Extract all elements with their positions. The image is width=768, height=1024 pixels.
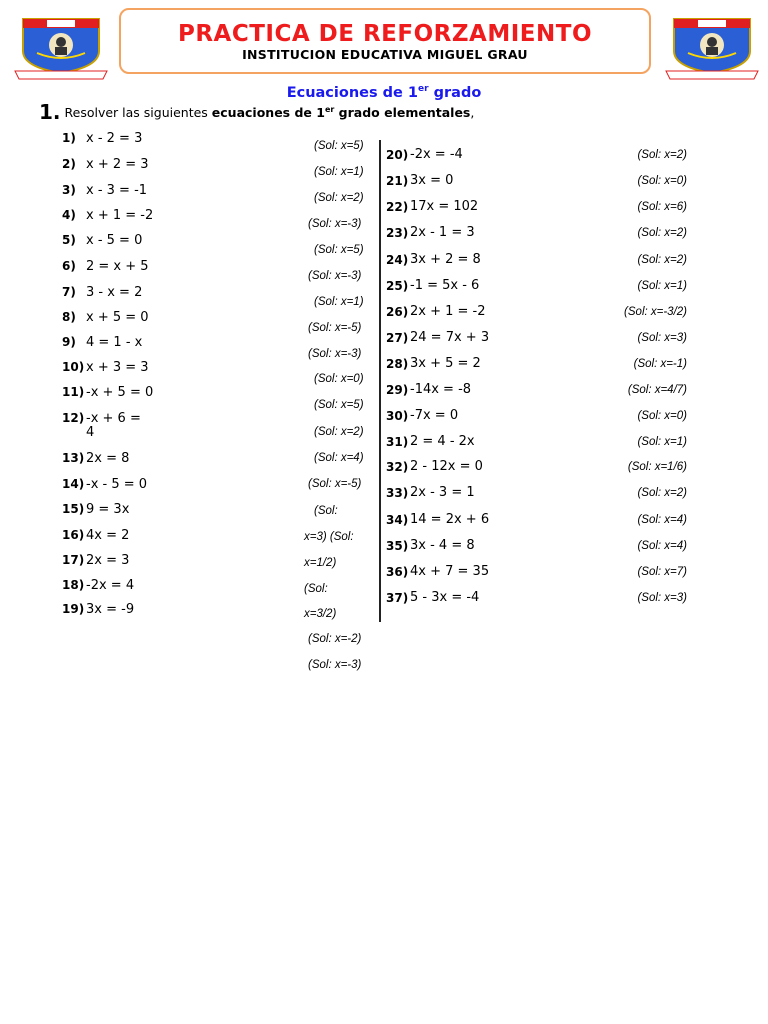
exercise-equation: 3 - x = 2	[86, 285, 143, 300]
instruction-bold: ecuaciones de 1	[211, 105, 325, 120]
exercise-number: 20)	[386, 148, 409, 162]
solution-hint: (Sol: x=-3)	[308, 270, 362, 282]
question-number: 1.	[39, 100, 61, 124]
exercise-number: 11)	[62, 385, 85, 399]
exercise-number: 22)	[386, 200, 409, 214]
solution-hint: (Sol: x=4/7)	[627, 384, 687, 396]
solution-hint: (Sol: x=-5)	[308, 322, 362, 334]
exercise-equation: 2x + 1 = -2	[410, 304, 486, 319]
solution-hint: (Sol: x=1/6)	[627, 461, 687, 473]
exercise-number: 35)	[386, 539, 409, 553]
exercise-number: 31)	[386, 435, 409, 449]
solution-hint: (Sol: x=5)	[314, 244, 364, 256]
solution-hint: (Sol: x=2)	[314, 426, 364, 438]
exercise-number: 28)	[386, 357, 409, 371]
exercise-equation: 4 = 1 - x	[86, 335, 143, 350]
solution-hint: (Sol: x=0)	[637, 175, 687, 187]
exercise-number: 8)	[62, 310, 76, 324]
exercise-number: 3)	[62, 183, 76, 197]
exercise-equation: -7x = 0	[410, 408, 459, 423]
exercise-equation: 2x - 3 = 1	[410, 485, 475, 500]
solution-hint: (Sol: x=-3/2)	[624, 306, 687, 318]
exercise-equation: -1 = 5x - 6	[410, 278, 480, 293]
exercise-number: 30)	[386, 409, 409, 423]
school-crest-right-icon	[664, 15, 760, 81]
instruction-sup: er	[324, 104, 335, 114]
exercise-equation: 2 = 4 - 2x	[410, 434, 475, 449]
school-name: INSTITUCION EDUCATIVA MIGUEL GRAU	[242, 47, 528, 62]
exercise-number: 7)	[62, 285, 76, 299]
solution-hint: (Sol: x=2)	[637, 149, 687, 161]
section-title-text: Ecuaciones de 1	[286, 84, 419, 101]
solution-hint: (Sol: x=5)	[314, 399, 364, 411]
solution-hint: (Sol: x=1)	[637, 436, 687, 448]
solution-hint: (Sol: x=-1)	[633, 358, 687, 370]
solution-hint: (Sol:	[304, 583, 328, 595]
exercise-number: 26)	[386, 305, 409, 319]
exercise-equation: 2x = 3	[86, 553, 130, 568]
solution-hint: (Sol: x=3)	[637, 332, 687, 344]
solution-hint: (Sol: x=1)	[637, 280, 687, 292]
exercise-number: 21)	[386, 174, 409, 188]
exercise-number: 37)	[386, 591, 409, 605]
solution-hint: (Sol: x=4)	[314, 452, 364, 464]
exercise-equation: x + 1 = -2	[86, 208, 154, 223]
exercise-equation: 3x + 5 = 2	[410, 356, 481, 371]
exercise-equation: 4x = 2	[86, 528, 130, 543]
exercise-equation: 24 = 7x + 3	[410, 330, 490, 345]
exercise-number: 16)	[62, 528, 85, 542]
exercise-number: 34)	[386, 513, 409, 527]
exercise-equation: x + 5 = 0	[86, 310, 149, 325]
exercise-equation: -2x = -4	[410, 147, 463, 162]
exercise-equation: 3x = 0	[410, 173, 454, 188]
exercise-number: 36)	[386, 565, 409, 579]
exercise-equation: x - 2 = 3	[86, 131, 143, 146]
solution-hint: x=3) (Sol:	[304, 531, 354, 543]
exercise-number: 5)	[62, 233, 76, 247]
section-title-sup: er	[418, 84, 429, 94]
exercise-equation-continuation: 4	[86, 425, 95, 440]
instruction	[39, 100, 474, 124]
exercise-number: 29)	[386, 383, 409, 397]
exercise-equation: 2x - 1 = 3	[410, 225, 475, 240]
exercise-number: 1)	[62, 131, 76, 145]
exercise-equation: 4x + 7 = 35	[410, 564, 490, 579]
solution-hint: (Sol: x=2)	[637, 227, 687, 239]
exercise-equation: 14 = 2x + 6	[410, 512, 490, 527]
exercise-number: 9)	[62, 335, 76, 349]
exercise-equation: 9 = 3x	[86, 502, 130, 517]
exercise-equation: 3x = -9	[86, 602, 135, 617]
exercise-number: 32)	[386, 460, 409, 474]
exercise-equation: 3x + 2 = 8	[410, 252, 481, 267]
solution-hint: (Sol: x=1)	[314, 166, 364, 178]
solution-hint: (Sol: x=-3)	[308, 348, 362, 360]
exercise-equation: x + 3 = 3	[86, 360, 149, 375]
exercise-number: 25)	[386, 279, 409, 293]
exercise-number: 6)	[62, 259, 76, 273]
solution-hint: (Sol: x=4)	[637, 514, 687, 526]
solution-hint: (Sol: x=0)	[314, 373, 364, 385]
solution-hint: (Sol: x=-5)	[308, 478, 362, 490]
solution-hint: x=3/2)	[304, 608, 337, 620]
solution-hint: (Sol: x=5)	[314, 140, 364, 152]
solution-hint: x=1/2)	[304, 557, 337, 569]
exercise-equation: 5 - 3x = -4	[410, 590, 480, 605]
exercise-number: 4)	[62, 208, 76, 222]
exercise-number: 17)	[62, 553, 85, 567]
instruction-bold2: grado elementales	[334, 105, 471, 120]
section-title-suffix: grado	[428, 84, 482, 101]
solution-hint: (Sol: x=1)	[314, 296, 364, 308]
exercise-number: 13)	[62, 451, 85, 465]
exercise-number: 15)	[62, 502, 85, 516]
page-title: PRACTICA DE REFORZAMIENTO	[177, 21, 592, 47]
exercise-equation: x - 5 = 0	[86, 233, 143, 248]
exercise-equation: 2x = 8	[86, 451, 130, 466]
solution-hint: (Sol:	[314, 505, 338, 517]
solution-hint: (Sol: x=6)	[637, 201, 687, 213]
solution-hint: (Sol: x=-3)	[308, 659, 362, 671]
column-divider	[379, 140, 381, 622]
exercise-number: 18)	[62, 578, 85, 592]
exercise-equation: -14x = -8	[410, 382, 472, 397]
exercise-number: 14)	[62, 477, 85, 491]
exercise-equation: -2x = 4	[86, 578, 135, 593]
exercise-equation: x + 2 = 3	[86, 157, 149, 172]
exercise-equation: 3x - 4 = 8	[410, 538, 475, 553]
solution-hint: (Sol: x=-2)	[308, 633, 362, 645]
exercise-number: 24)	[386, 253, 409, 267]
solution-hint: (Sol: x=0)	[637, 410, 687, 422]
section-title	[0, 84, 768, 101]
solution-hint: (Sol: x=-3)	[308, 218, 362, 230]
solution-hint: (Sol: x=7)	[637, 566, 687, 578]
solution-hint: (Sol: x=3)	[637, 592, 687, 604]
instruction-comma: ,	[470, 105, 475, 120]
solution-hint: (Sol: x=4)	[637, 540, 687, 552]
instruction-text: Resolver las siguientes	[64, 105, 212, 120]
exercise-number: 10)	[62, 360, 85, 374]
exercise-equation: 17x = 102	[410, 199, 479, 214]
exercise-equation: 2 - 12x = 0	[410, 459, 483, 474]
exercise-equation: -x - 5 = 0	[86, 477, 148, 492]
exercise-number: 23)	[386, 226, 409, 240]
exercise-number: 33)	[386, 486, 409, 500]
exercise-number: 27)	[386, 331, 409, 345]
header-banner	[119, 8, 651, 74]
school-crest-left-icon	[13, 15, 109, 81]
exercise-equation: 2 = x + 5	[86, 259, 149, 274]
solution-hint: (Sol: x=2)	[637, 487, 687, 499]
exercise-equation: -x + 6 =	[86, 411, 141, 426]
exercise-number: 19)	[62, 602, 85, 616]
exercise-equation: -x + 5 = 0	[86, 385, 154, 400]
exercise-equation: x - 3 = -1	[86, 183, 148, 198]
solution-hint: (Sol: x=2)	[637, 254, 687, 266]
exercise-number: 2)	[62, 157, 76, 171]
exercise-number: 12)	[62, 411, 85, 425]
solution-hint: (Sol: x=2)	[314, 192, 364, 204]
